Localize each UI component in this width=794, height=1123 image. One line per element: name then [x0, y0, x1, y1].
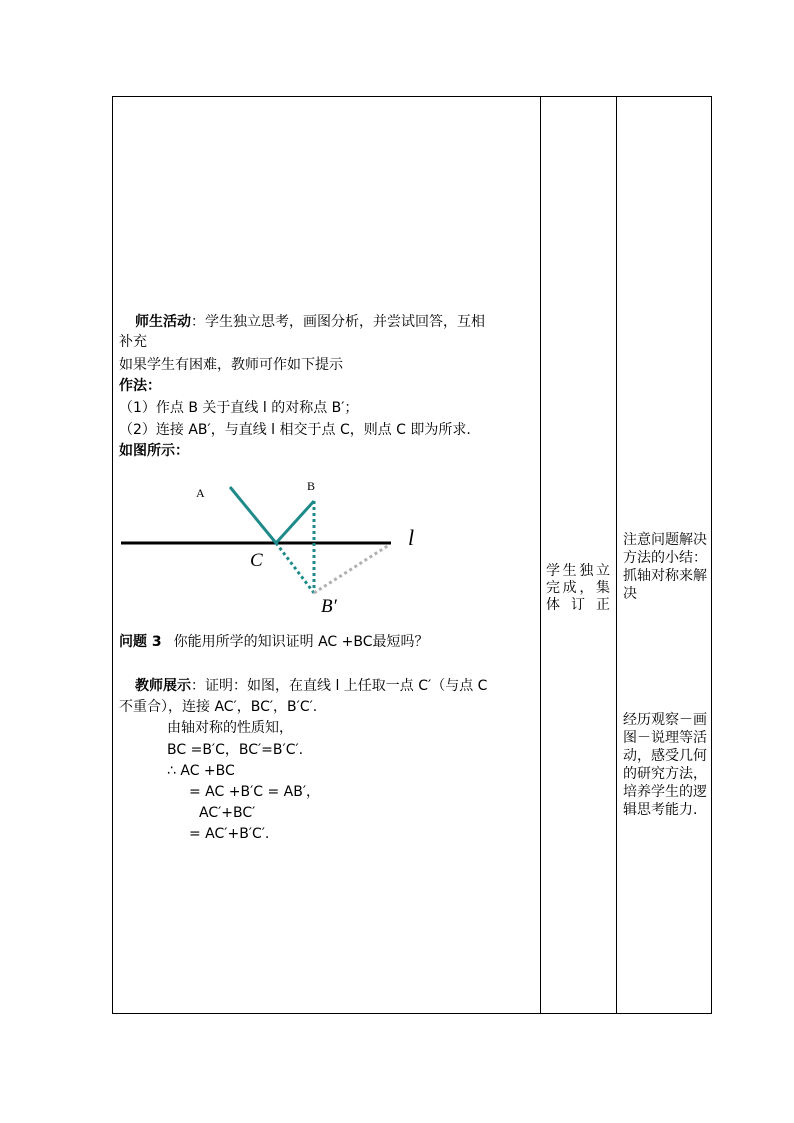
figure-caption: 如图所示：	[119, 443, 189, 459]
main-content-column	[113, 97, 540, 1013]
question3-label: 问题 3	[119, 634, 162, 650]
label-C: C	[250, 550, 263, 571]
hint-text: 如果学生有困难，教师可作如下提示	[119, 357, 343, 373]
proof-line5: = AC′+B′C′.	[189, 826, 270, 842]
note-summary: 注意问题解决方法的小结：抓轴对称来解决	[623, 532, 707, 602]
teacher-activity-line2: 补充	[119, 334, 147, 350]
segment-AC	[230, 487, 276, 543]
method-step2: （2）连接 AB′，与直线 l 相交于点 C，则点 C 即为所求.	[119, 422, 471, 438]
label-line-l: l	[408, 525, 415, 550]
teacher-show-line1	[135, 677, 487, 695]
note-goal: 经历观察－画图－说理等活动，感受几何的研究方法，培养学生的逻辑思考能力.	[623, 712, 707, 818]
label-B-prime: B′	[321, 596, 337, 617]
proof-line3: = AC +B′C = AB′，	[189, 784, 321, 800]
teacher-activity-text: ：学生独立思考，画图分析，并尝试回答，互相	[191, 314, 485, 330]
label-B: B	[307, 479, 316, 493]
student-activity-text: 学生独立完成，集体订正	[546, 563, 610, 613]
proof-line1: BC =B′C，BC′=B′C′.	[167, 742, 304, 758]
method-step1: （1）作点 B 关于直线 l 的对称点 B′；	[119, 400, 359, 416]
teacher-activity-label: 师生活动	[135, 314, 191, 330]
teacher-show-line3: 由轴对称的性质知，	[167, 720, 293, 736]
question3-text: 你能用所学的知识证明 AC +BC最短吗？	[173, 634, 429, 650]
method-title: 作法：	[119, 378, 161, 394]
teacher-show-label: 教师展示	[135, 678, 191, 694]
teacher-activity-line1	[135, 313, 485, 331]
teacher-show-text: ：证明：如图，在直线 l 上任取一点 C′（与点 C	[191, 678, 488, 694]
lesson-table	[112, 96, 712, 1014]
question3-line	[119, 633, 429, 651]
proof-line4: AC′+BC′	[199, 805, 256, 821]
segment-CB-prime	[276, 543, 314, 593]
proof-line2: ∴ AC +BC	[167, 763, 235, 779]
teacher-show-line2: 不重合），连接 AC′，BC′，B′C′.	[119, 699, 318, 715]
segment-CB	[276, 501, 314, 543]
column-divider-1	[540, 97, 541, 1013]
label-A: A	[196, 486, 205, 500]
geometry-figure	[113, 467, 540, 627]
column-divider-2	[616, 97, 617, 1013]
segment-B-prime-extension	[314, 545, 389, 593]
